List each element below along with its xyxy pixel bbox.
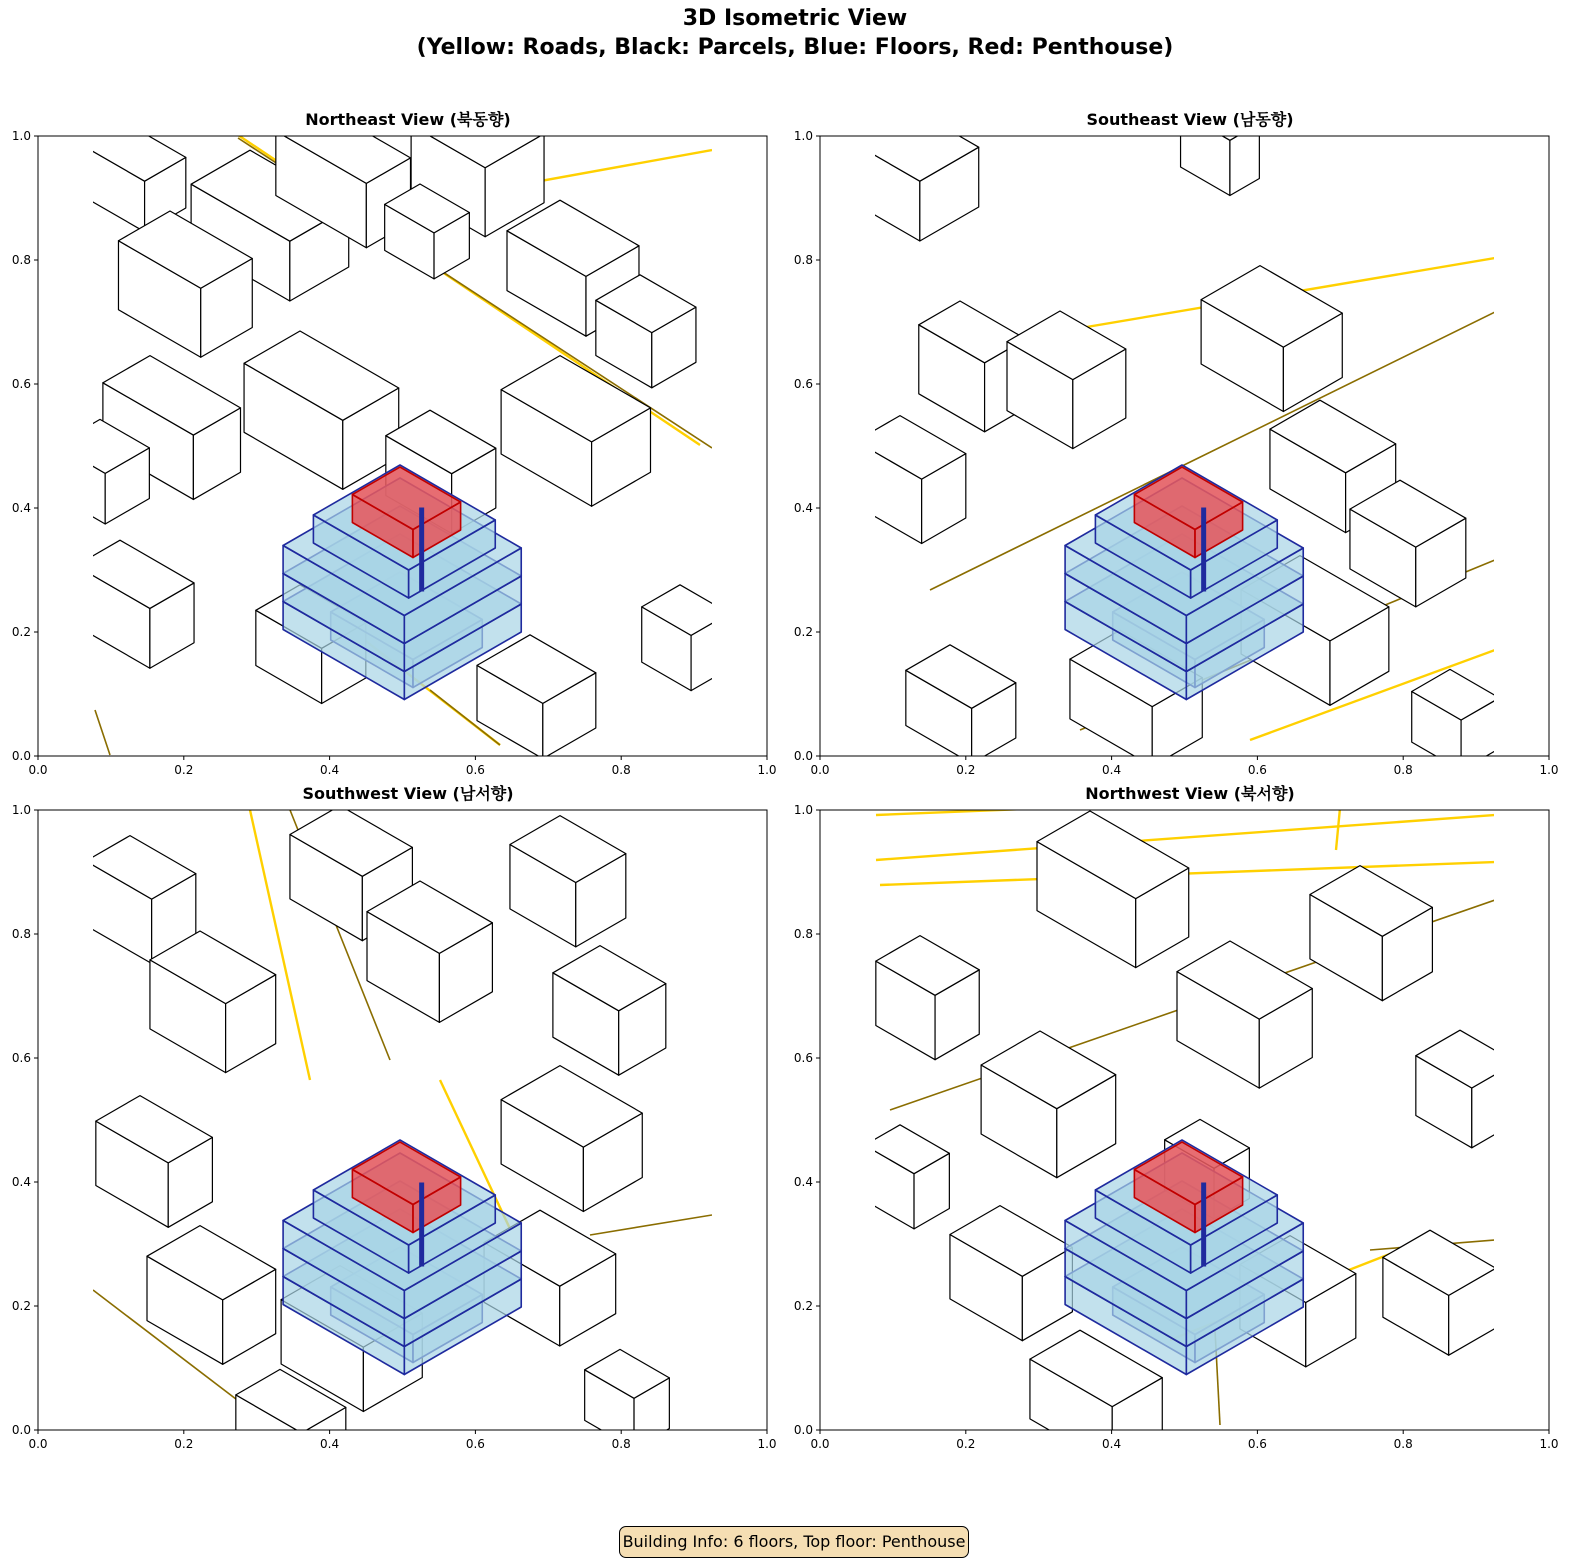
parcel-building — [1181, 110, 1260, 196]
parcel-building — [856, 416, 966, 544]
parcel-building — [950, 1206, 1072, 1341]
y-tick-label: 1.0 — [11, 129, 31, 143]
parcel-building — [147, 1226, 276, 1365]
x-tick-label: 0.6 — [465, 763, 485, 777]
parcel-building — [1310, 866, 1432, 1001]
y-tick-label: 0.2 — [793, 625, 813, 639]
x-tick-label: 1.0 — [757, 1437, 777, 1451]
x-tick-label: 0.4 — [1102, 763, 1122, 777]
parcel-building — [150, 931, 276, 1073]
parcel-building — [1177, 941, 1312, 1088]
parcel-building — [510, 816, 626, 947]
panel-title: Southwest View (남서향) — [302, 784, 514, 803]
x-tick-label: 0.0 — [810, 1437, 830, 1451]
parcel-building — [876, 936, 979, 1060]
scene — [86, 806, 712, 1459]
y-tick-label: 1.0 — [793, 803, 813, 817]
parcel-building — [1007, 311, 1126, 449]
x-tick-label: 1.0 — [1539, 763, 1559, 777]
y-tick-label: 0.0 — [11, 1423, 31, 1437]
road-line — [1336, 808, 1340, 850]
x-tick-label: 0.8 — [611, 1437, 631, 1451]
parcel-building — [596, 275, 696, 388]
panel-northeast-view — [0, 110, 780, 785]
y-tick-label: 0.4 — [11, 1175, 31, 1189]
y-tick-label: 0.8 — [793, 927, 813, 941]
x-tick-label: 0.2 — [174, 763, 194, 777]
panel-southeast-view — [782, 110, 1562, 785]
panel-title: Northeast View (북동향) — [305, 110, 511, 129]
y-tick-label: 0.8 — [11, 927, 31, 941]
parcel-building — [906, 645, 1016, 764]
x-tick-label: 1.0 — [1539, 1437, 1559, 1451]
parcel-building — [501, 356, 650, 507]
parcel-building — [244, 331, 399, 489]
x-tick-label: 0.8 — [611, 763, 631, 777]
x-tick-label: 0.0 — [28, 763, 48, 777]
y-tick-label: 0.4 — [793, 1175, 813, 1189]
y-tick-label: 0.8 — [793, 253, 813, 267]
figure-title-line2: (Yellow: Roads, Black: Parcels, Blue: Floors, Red: Penthouse) — [416, 35, 1174, 60]
scene — [56, 110, 730, 759]
plot-northeast — [0, 110, 780, 785]
parcel-building — [96, 1096, 213, 1228]
panel-title: Northwest View (북서향) — [1085, 784, 1295, 803]
y-tick-label: 0.4 — [11, 501, 31, 515]
road-edge-line — [590, 1215, 712, 1235]
parcel-building — [642, 585, 730, 691]
y-tick-label: 0.6 — [11, 377, 31, 391]
x-tick-label: 0.4 — [320, 763, 340, 777]
y-tick-label: 0.6 — [793, 1051, 813, 1065]
x-tick-label: 1.0 — [757, 763, 777, 777]
y-tick-label: 0.6 — [793, 377, 813, 391]
x-tick-label: 0.6 — [1247, 1437, 1267, 1451]
figure-title-line1: 3D Isometric View — [682, 6, 908, 31]
parcel-building — [1383, 1230, 1496, 1355]
x-tick-label: 0.2 — [956, 1437, 976, 1451]
y-tick-label: 1.0 — [11, 803, 31, 817]
y-tick-label: 0.2 — [793, 1299, 813, 1313]
x-tick-label: 0.6 — [1247, 763, 1267, 777]
plot-northwest — [782, 784, 1562, 1459]
x-tick-label: 0.2 — [174, 1437, 194, 1451]
plot-southeast — [782, 110, 1562, 785]
parcels — [86, 806, 670, 1459]
panel-southwest-view — [0, 784, 780, 1459]
parcel-building — [981, 1031, 1116, 1178]
building-info-box: Building Info: 6 floors, Top floor: Penthouse — [619, 1526, 969, 1558]
y-tick-label: 0.2 — [11, 1299, 31, 1313]
parcel-building — [821, 110, 979, 241]
y-tick-label: 0.6 — [11, 1051, 31, 1065]
x-tick-label: 0.2 — [956, 763, 976, 777]
parcel-building — [1412, 669, 1500, 770]
x-tick-label: 0.6 — [465, 1437, 485, 1451]
plot-southwest — [0, 784, 780, 1459]
panel-title: Southeast View (남동향) — [1086, 110, 1294, 129]
y-tick-label: 1.0 — [793, 129, 813, 143]
parcel-building — [585, 1349, 670, 1449]
y-tick-label: 0.0 — [793, 749, 813, 763]
road-edge-line — [95, 710, 110, 755]
panel-northwest-view — [782, 784, 1562, 1459]
scene — [865, 790, 1516, 1459]
road-line — [876, 815, 1495, 860]
parcel-building — [501, 1066, 642, 1212]
y-tick-label: 0.4 — [793, 501, 813, 515]
face-front — [1181, 112, 1230, 196]
y-tick-label: 0.0 — [11, 749, 31, 763]
x-tick-label: 0.8 — [1393, 763, 1413, 777]
parcel-building — [367, 881, 492, 1022]
x-tick-label: 0.0 — [810, 763, 830, 777]
x-tick-label: 0.4 — [320, 1437, 340, 1451]
y-tick-label: 0.8 — [11, 253, 31, 267]
face-side — [1230, 123, 1259, 195]
y-tick-label: 0.2 — [11, 625, 31, 639]
x-tick-label: 0.0 — [28, 1437, 48, 1451]
y-tick-label: 0.0 — [793, 1423, 813, 1437]
x-tick-label: 0.4 — [1102, 1437, 1122, 1451]
parcel-building — [76, 540, 194, 668]
parcel-building — [1416, 1030, 1516, 1148]
parcel-building — [553, 946, 666, 1076]
parcel-building — [1350, 480, 1466, 607]
parcel-building — [1037, 811, 1189, 968]
figure-title — [0, 4, 1590, 62]
road-line — [876, 790, 1495, 815]
x-tick-label: 0.8 — [1393, 1437, 1413, 1451]
parcel-building — [865, 1125, 950, 1229]
scene — [821, 110, 1499, 771]
